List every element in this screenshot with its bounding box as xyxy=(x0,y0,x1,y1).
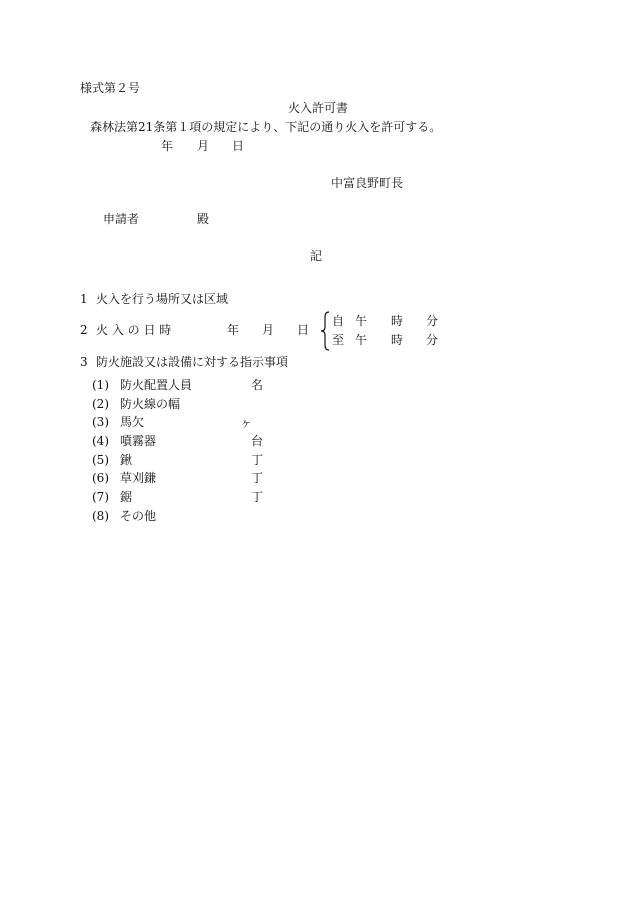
sub-item-number: (8) xyxy=(92,509,109,523)
item2-to-hour: 時 xyxy=(391,333,404,347)
sub-item-number: (5) xyxy=(92,453,109,467)
sub-item-label: 草刈鎌 xyxy=(120,471,157,485)
item2-from-prefix: 自 xyxy=(332,314,345,328)
date-day: 日 xyxy=(232,139,245,153)
sub-item-unit: 丁 xyxy=(251,471,264,485)
item2-month: 月 xyxy=(262,323,275,337)
issuer: 中富良野町長 xyxy=(331,176,404,190)
sub-item-label: 防火線の幅 xyxy=(120,397,181,411)
sub-item-label: その他 xyxy=(120,509,157,523)
sub-item-unit: 丁 xyxy=(251,453,264,467)
sub-item-unit: ヶ xyxy=(240,416,253,430)
sub-item-number: (2) xyxy=(92,397,109,411)
applicant-label: 申請者 xyxy=(103,212,140,226)
item3-label: 防火施設又は設備に対する指示事項 xyxy=(96,355,289,369)
sub-item-number: (3) xyxy=(92,415,109,429)
sub-item-unit: 台 xyxy=(251,434,264,448)
form-number: 様式第２号 xyxy=(80,81,141,95)
body-text: 森林法第21条第１項の規定により、下記の通り火入を許可する。 xyxy=(90,120,442,134)
sub-item-label: 鍬 xyxy=(120,453,133,467)
item2-to-minute: 分 xyxy=(426,333,439,347)
sub-item-unit: 名 xyxy=(251,378,264,392)
sub-item-label: 噴霧器 xyxy=(120,434,157,448)
sub-item-number: (4) xyxy=(92,434,109,448)
sub-item-number: (7) xyxy=(92,490,109,504)
date-year: 年 xyxy=(161,139,174,153)
date-month: 月 xyxy=(197,139,210,153)
applicant-honorific: 殿 xyxy=(197,212,210,226)
item2-from-minute: 分 xyxy=(426,314,439,328)
sub-item-number: (6) xyxy=(92,471,109,485)
item2-label: 火 入 の 日 時 xyxy=(96,323,172,337)
item2-day: 日 xyxy=(297,323,310,337)
sub-item-label: 防火配置人員 xyxy=(120,378,193,392)
item2-year: 年 xyxy=(227,323,240,337)
item3-number: 3 xyxy=(80,355,88,369)
sub-item-label: 馬欠 xyxy=(120,415,145,429)
item1-number: 1 xyxy=(80,292,88,306)
document-title: 火入許可書 xyxy=(288,101,349,115)
sub-item-number: (1) xyxy=(92,378,109,392)
curly-brace xyxy=(319,311,331,351)
item2-from-ampm: 午 xyxy=(355,314,368,328)
ki-heading: 記 xyxy=(310,249,323,263)
item2-from-hour: 時 xyxy=(391,314,404,328)
item2-to-ampm: 午 xyxy=(355,333,368,347)
item2-number: 2 xyxy=(80,323,88,337)
sub-item-unit: 丁 xyxy=(251,490,264,504)
item1-label: 火入を行う場所又は区域 xyxy=(96,292,229,306)
sub-item-label: 鋸 xyxy=(120,490,133,504)
item2-to-prefix: 至 xyxy=(332,333,345,347)
